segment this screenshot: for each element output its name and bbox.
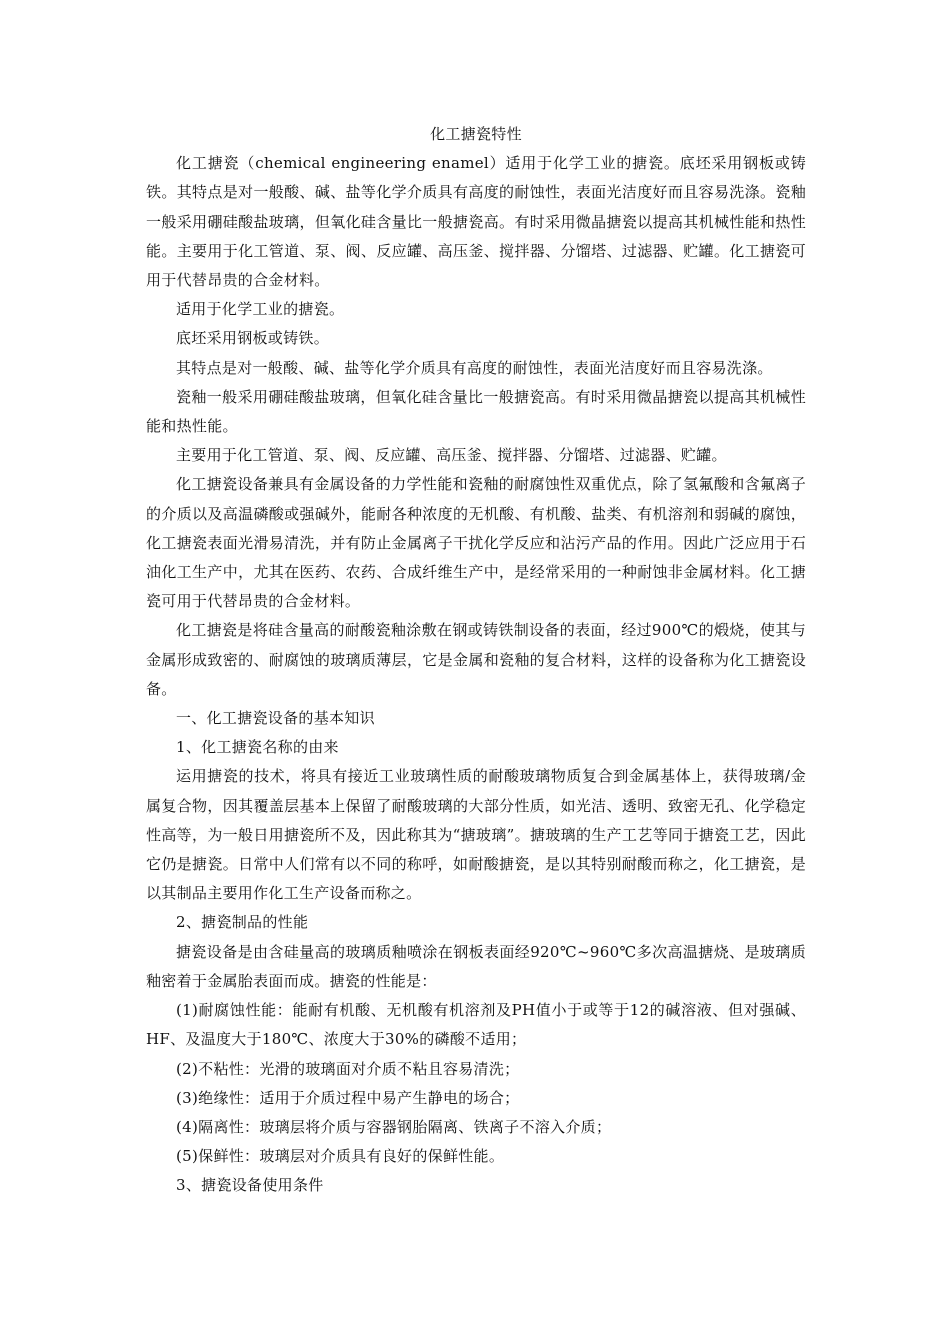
paragraph: 搪瓷设备是由含硅量高的玻璃质釉喷涂在钢板表面经920℃~960℃多次高温搪烧、是玻璃质釉密着于金属胎表面而成。搪瓷的性能是： <box>146 942 806 990</box>
list-item: (1)耐腐蚀性能：能耐有机酸、无机酸有机溶剂及PH值小于或等于12的碱溶液、但对强碱、HF、及温度大于180℃、浓度大于30%的磷酸不适用； <box>146 1001 806 1049</box>
paragraph: 化工搪瓷是将硅含量高的耐酸瓷釉涂敷在钢或铸铁制设备的表面，经过900℃的煅烧，使其与金属形成致密的、耐腐蚀的玻璃质薄层，它是金属和瓷釉的复合材料，这样的设备称为化工搪瓷设备。 <box>146 621 806 698</box>
subsection-heading: 1、化工搪瓷名称的由来 <box>176 738 339 757</box>
paragraph: 运用搪瓷的技术，将具有接近工业玻璃性质的耐酸玻璃物质复合到金属基体上，获得玻璃/金属复合物，因其覆盖层基本上保留了耐酸玻璃的大部分性质，如光洁、透明、致密无孔、化学稳定性高等，为一般日用搪瓷所不及，因此称其为“搪玻璃”。搪玻璃的生产工艺等同于搪瓷工艺，因此它仍是搪瓷。日常中人们常有以不同的称呼，如耐酸搪瓷，是以其特别耐酸而称之，化工搪瓷，是以其制品主要用作化工生产设备而称之。 <box>146 767 806 903</box>
document-title: 化工搪瓷特性 <box>430 125 522 143</box>
paragraph: 瓷釉一般采用硼硅酸盐玻璃，但氧化硅含量比一般搪瓷高。有时采用微晶搪瓷以提高其机械性能和热性能。 <box>146 387 806 436</box>
paragraph: 其特点是对一般酸、碱、盐等化学介质具有高度的耐蚀性，表面光洁度好而且容易洗涤。 <box>176 358 773 377</box>
paragraph: 化工搪瓷设备兼具有金属设备的力学性能和瓷釉的耐腐蚀性双重优点，除了氢氟酸和含氟离子的介质以及高温磷酸或强碱外，能耐各种浓度的无机酸、有机酸、盐类、有机溶剂和弱碱的腐蚀，化工搪瓷表面光滑易清洗，并有防止金属离子干扰化学反应和沾污产品的作用。因此广泛应用于石油化工生产中，尤其在医药、农药、合成纤维生产中，是经常采用的一种耐蚀非金属材料。化工搪瓷可用于代替昂贵的合金材料。 <box>146 475 806 611</box>
list-item: (5)保鲜性：玻璃层对介质具有良好的保鲜性能。 <box>176 1147 505 1166</box>
paragraph: 主要用于化工管道、泵、阀、反应罐、高压釜、搅拌器、分馏塔、过滤器、贮罐。 <box>176 446 727 465</box>
section-heading: 一、化工搪瓷设备的基本知识 <box>176 709 375 728</box>
list-item: (4)隔离性：玻璃层将介质与容器钢胎隔离、铁离子不溶入介质； <box>176 1117 612 1136</box>
paragraph: 适用于化学工业的搪瓷。 <box>176 300 345 319</box>
document-body <box>146 120 806 1201</box>
list-item: (3)绝缘性：适用于介质过程中易产生静电的场合； <box>176 1088 520 1107</box>
paragraph: 底坯采用钢板或铸铁。 <box>176 329 330 348</box>
list-item: (2)不粘性：光滑的玻璃面对介质不粘且容易清洗； <box>176 1059 520 1078</box>
paragraph-intro: 化工搪瓷（chemical engineering enamel）适用于化学工业的搪瓷。底坯采用钢板或铸铁。其特点是对一般酸、碱、盐等化学介质具有高度的耐蚀性，表面光洁度好而且容易洗涤。瓷釉一般采用硼硅酸盐玻璃，但氧化硅含量比一般搪瓷高。有时采用微晶搪瓷以提高其机械性能和热性能。主要用于化工管道、泵、阀、反应罐、高压釜、搅拌器、分馏塔、过滤器、贮罐。化工搪瓷可用于代替昂贵的合金材料。 <box>146 154 806 290</box>
subsection-heading: 3、搪瓷设备使用条件 <box>176 1176 324 1195</box>
subsection-heading: 2、搪瓷制品的性能 <box>176 913 309 932</box>
